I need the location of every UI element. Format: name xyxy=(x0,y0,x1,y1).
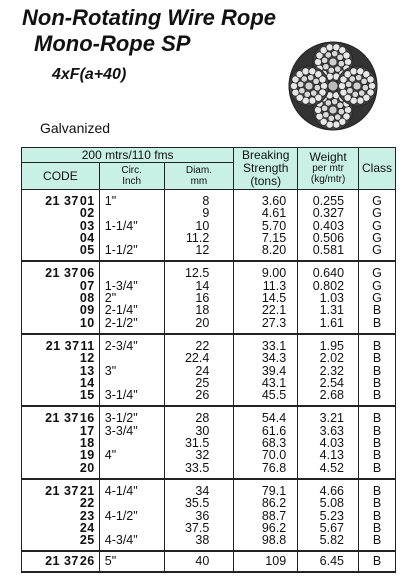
finish-label: Galvanized xyxy=(40,120,111,136)
code-suffix: 10 xyxy=(79,315,95,330)
breaking-cell: 88.7 xyxy=(234,510,298,522)
code-suffix: 05 xyxy=(79,243,95,258)
breaking-cell: 33.1 xyxy=(234,334,298,352)
breaking-cell: 96.2 xyxy=(234,522,298,534)
breaking-cell: 86.2 xyxy=(234,497,298,509)
code-suffix: 16 xyxy=(79,411,95,426)
diam-cell: 28 xyxy=(164,406,234,424)
table-row xyxy=(22,534,396,551)
span-header: 200 mtrs/110 fms xyxy=(22,148,234,163)
weight-cell: 0.255 xyxy=(298,190,359,208)
class-cell: B xyxy=(359,334,396,352)
code-suffix: 25 xyxy=(79,533,95,548)
class-cell: B xyxy=(359,522,396,534)
breaking-cell: 5.70 xyxy=(234,220,298,232)
circ-cell xyxy=(99,261,164,279)
header-class: Class xyxy=(359,148,396,190)
circ-cell: 2-3/4" xyxy=(99,334,164,352)
diam-cell: 34 xyxy=(164,479,234,497)
class-cell: B xyxy=(359,425,396,437)
code-suffix: 09 xyxy=(79,303,95,318)
title-line-2: Mono-Rope SP xyxy=(34,31,191,56)
code-prefix: 21 37 xyxy=(45,194,79,208)
table-row xyxy=(22,352,396,364)
code-cell xyxy=(22,551,100,571)
circ-cell: 1-3/4" xyxy=(99,280,164,292)
diam-cell: 36 xyxy=(164,510,234,522)
breaking-cell: 45.5 xyxy=(234,389,298,406)
diam-cell: 22 xyxy=(164,334,234,352)
code-suffix: 02 xyxy=(79,206,95,221)
class-cell: G xyxy=(359,292,396,304)
breaking-cell: 22.1 xyxy=(234,304,298,316)
weight-cell: 0.640 xyxy=(298,261,359,279)
weight-cell: 1.31 xyxy=(298,304,359,316)
weight-cell: 5.82 xyxy=(298,534,359,551)
diam-cell: 25 xyxy=(164,377,234,389)
circ-cell: 3-3/4" xyxy=(99,425,164,437)
class-cell: G xyxy=(359,244,396,261)
breaking-cell: 34.3 xyxy=(234,352,298,364)
weight-cell: 3.21 xyxy=(298,406,359,424)
table-row xyxy=(22,334,396,352)
diam-cell: 31.5 xyxy=(164,437,234,449)
breaking-cell: 3.60 xyxy=(234,190,298,208)
diam-cell: 20 xyxy=(164,317,234,334)
diam-cell: 38 xyxy=(164,534,234,551)
table-row xyxy=(22,207,396,219)
breaking-cell: 70.0 xyxy=(234,449,298,461)
code-cell xyxy=(22,406,100,424)
circ-cell: 4-1/4" xyxy=(99,479,164,497)
diam-cell: 33.5 xyxy=(164,462,234,479)
diam-cell: 30 xyxy=(164,425,234,437)
circ-cell: 3" xyxy=(99,365,164,377)
breaking-cell: 61.6 xyxy=(234,425,298,437)
class-cell: B xyxy=(359,437,396,449)
circ-cell xyxy=(99,462,164,479)
weight-cell: 1.95 xyxy=(298,334,359,352)
class-cell: G xyxy=(359,261,396,279)
breaking-cell: 109 xyxy=(234,551,298,571)
circ-cell: 2-1/4" xyxy=(99,304,164,316)
weight-cell: 6.45 xyxy=(298,551,359,571)
code-suffix: 03 xyxy=(79,218,95,233)
class-cell: B xyxy=(359,497,396,509)
construction-label: 4xF(a+40) xyxy=(52,66,127,83)
diam-cell: 14 xyxy=(164,280,234,292)
header-breaking: Breaking Strength (tons) xyxy=(234,148,298,190)
diam-cell: 12.5 xyxy=(164,261,234,279)
class-cell: B xyxy=(359,377,396,389)
class-cell: B xyxy=(359,462,396,479)
circ-cell: 4-1/2" xyxy=(99,510,164,522)
breaking-cell: 14.5 xyxy=(234,292,298,304)
weight-cell: 1.61 xyxy=(298,317,359,334)
diam-cell: 40 xyxy=(164,551,234,571)
code-cell xyxy=(22,334,100,352)
code-cell xyxy=(22,317,100,334)
table-row xyxy=(22,244,396,261)
class-cell: G xyxy=(359,220,396,232)
code-cell xyxy=(22,261,100,279)
code-suffix: 13 xyxy=(79,363,95,378)
diam-cell: 37.5 xyxy=(164,522,234,534)
breaking-cell: 54.4 xyxy=(234,406,298,424)
weight-cell: 3.63 xyxy=(298,425,359,437)
weight-cell: 0.327 xyxy=(298,207,359,219)
table-row xyxy=(22,551,396,571)
code-cell xyxy=(22,244,100,261)
code-suffix: 01 xyxy=(79,194,95,208)
code-suffix: 18 xyxy=(79,436,95,451)
header-code: CODE xyxy=(22,163,100,190)
table-row xyxy=(22,304,396,316)
code-prefix: 21 37 xyxy=(45,554,79,569)
breaking-cell: 79.1 xyxy=(234,479,298,497)
code-cell xyxy=(22,479,100,497)
code-suffix: 15 xyxy=(79,388,95,403)
class-cell: B xyxy=(359,406,396,424)
class-cell: B xyxy=(359,317,396,334)
breaking-cell: 8.20 xyxy=(234,244,298,261)
circ-cell: 3-1/2" xyxy=(99,406,164,424)
weight-cell: 0.506 xyxy=(298,232,359,244)
class-cell: B xyxy=(359,365,396,377)
code-suffix: 08 xyxy=(79,291,95,306)
circ-cell: 4" xyxy=(99,449,164,461)
code-suffix: 14 xyxy=(79,375,95,390)
class-cell: B xyxy=(359,551,396,571)
code-suffix: 06 xyxy=(79,266,95,281)
table-row xyxy=(22,190,396,208)
table-row xyxy=(22,389,396,406)
weight-cell: 4.52 xyxy=(298,462,359,479)
breaking-cell: 43.1 xyxy=(234,377,298,389)
circ-cell: 4-3/4" xyxy=(99,534,164,551)
table-row xyxy=(22,497,396,509)
code-suffix: 22 xyxy=(79,496,95,511)
class-cell: B xyxy=(359,510,396,522)
code-cell xyxy=(22,389,100,406)
code-suffix: 21 xyxy=(79,483,95,498)
class-cell: B xyxy=(359,389,396,406)
table-row xyxy=(22,261,396,279)
title-line-1: Non-Rotating Wire Rope xyxy=(22,5,276,30)
code-suffix: 11 xyxy=(80,338,95,353)
circ-cell: 1-1/2" xyxy=(99,244,164,261)
weight-cell: 0.403 xyxy=(298,220,359,232)
code-suffix: 24 xyxy=(79,520,95,535)
weight-cell: 2.68 xyxy=(298,389,359,406)
circ-cell xyxy=(99,497,164,509)
weight-cell: 2.54 xyxy=(298,377,359,389)
circ-cell xyxy=(99,207,164,219)
weight-cell: 1.03 xyxy=(298,292,359,304)
code-suffix: 07 xyxy=(79,278,95,293)
class-cell: G xyxy=(359,190,396,208)
diam-cell: 12 xyxy=(164,244,234,261)
header-weight: Weight per mtr (kg/mtr) xyxy=(298,148,359,190)
table-row xyxy=(22,462,396,479)
circ-cell: 5" xyxy=(99,551,164,571)
circ-cell: 3-1/4" xyxy=(99,389,164,406)
weight-cell: 5.08 xyxy=(298,497,359,509)
code-prefix: 21 37 xyxy=(45,411,79,426)
class-cell: G xyxy=(359,280,396,292)
class-cell: B xyxy=(359,449,396,461)
header-circ: Circ. Inch xyxy=(99,163,164,190)
weight-cell: 4.13 xyxy=(298,449,359,461)
code-suffix: 04 xyxy=(79,230,95,245)
code-suffix: 17 xyxy=(79,423,95,438)
breaking-cell: 11.3 xyxy=(234,280,298,292)
code-suffix: 23 xyxy=(79,508,95,523)
diam-cell: 8 xyxy=(164,190,234,208)
spec-table-body xyxy=(22,190,396,572)
diam-cell: 10 xyxy=(164,220,234,232)
class-cell: B xyxy=(359,304,396,316)
weight-cell: 5.67 xyxy=(298,522,359,534)
class-cell: G xyxy=(359,207,396,219)
diam-cell: 35.5 xyxy=(164,497,234,509)
circ-cell xyxy=(99,352,164,364)
weight-cell: 0.581 xyxy=(298,244,359,261)
breaking-cell: 98.8 xyxy=(234,534,298,551)
code-prefix: 21 37 xyxy=(45,266,79,281)
diam-cell: 22.4 xyxy=(164,352,234,364)
breaking-cell: 39.4 xyxy=(234,365,298,377)
breaking-cell: 9.00 xyxy=(234,261,298,279)
class-cell: B xyxy=(359,352,396,364)
table-row xyxy=(22,317,396,334)
breaking-cell: 76.8 xyxy=(234,462,298,479)
breaking-cell: 27.3 xyxy=(234,317,298,334)
code-suffix: 12 xyxy=(79,351,95,366)
weight-cell: 0.802 xyxy=(298,280,359,292)
class-cell: G xyxy=(359,232,396,244)
code-suffix: 20 xyxy=(79,460,95,475)
weight-cell: 4.66 xyxy=(298,479,359,497)
diam-cell: 24 xyxy=(164,365,234,377)
diam-cell: 11.2 xyxy=(164,232,234,244)
class-cell: B xyxy=(359,534,396,551)
diam-cell: 16 xyxy=(164,292,234,304)
code-prefix: 21 37 xyxy=(45,483,79,498)
code-suffix: 26 xyxy=(79,554,95,569)
header-diam: Diam. mm xyxy=(164,163,234,190)
table-row xyxy=(22,479,396,497)
code-cell xyxy=(22,462,100,479)
code-cell xyxy=(22,534,100,551)
weight-cell: 2.02 xyxy=(298,352,359,364)
circ-cell: 2-1/2" xyxy=(99,317,164,334)
table-row xyxy=(22,365,396,377)
weight-cell: 2.32 xyxy=(298,365,359,377)
code-cell xyxy=(22,190,100,208)
spec-table xyxy=(21,147,396,573)
weight-cell: 4.03 xyxy=(298,437,359,449)
breaking-cell: 68.3 xyxy=(234,437,298,449)
diam-cell: 18 xyxy=(164,304,234,316)
code-prefix: 21 37 xyxy=(45,338,80,353)
circ-cell: 2" xyxy=(99,292,164,304)
table-row xyxy=(22,510,396,522)
diam-cell: 26 xyxy=(164,389,234,406)
table-row xyxy=(22,406,396,424)
code-suffix: 19 xyxy=(79,448,95,463)
breaking-cell: 4.61 xyxy=(234,207,298,219)
circ-cell: 1-1/4" xyxy=(99,220,164,232)
diam-cell: 9 xyxy=(164,207,234,219)
weight-cell: 5.23 xyxy=(298,510,359,522)
rope-cross-section-icon xyxy=(287,40,379,132)
breaking-cell: 7.15 xyxy=(234,232,298,244)
diam-cell: 32 xyxy=(164,449,234,461)
class-cell: B xyxy=(359,479,396,497)
table-row xyxy=(22,449,396,461)
circ-cell: 1" xyxy=(99,190,164,208)
